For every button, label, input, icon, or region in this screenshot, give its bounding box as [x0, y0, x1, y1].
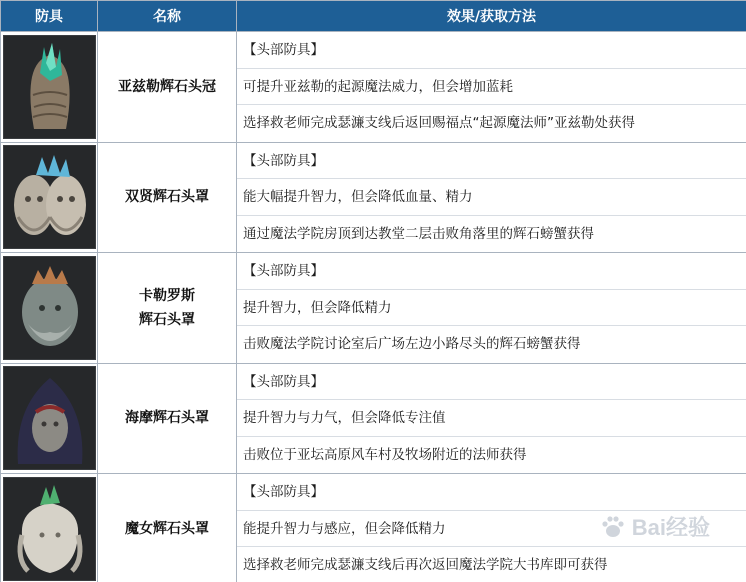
armor-effect: 能提升智力与感应，但会降低精力: [237, 511, 746, 548]
armor-name: 亚兹勒辉石头冠: [118, 78, 216, 95]
table-row: [1, 142, 746, 253]
armor-category: 【头部防具】: [237, 364, 746, 401]
table-header-row: [1, 1, 746, 32]
effect-cell: [237, 142, 746, 253]
effect-cell: [237, 32, 746, 143]
crystal-crown-helm-icon: [3, 35, 96, 139]
armor-name-cell: [98, 253, 237, 364]
armor-name-line: 卡勒罗斯: [139, 287, 195, 304]
armor-acquisition: 击败魔法学院讨论室后广场左边小路尽头的辉石螃蟹获得: [243, 336, 581, 352]
watermark-text: Bai经验: [631, 515, 710, 540]
armor-acquisition: 选择救老师完成瑟濂支线后返回赐福点“起源魔法师”亚兹勒处获得: [243, 115, 635, 131]
armor-effect: 可提升亚兹勒的起源魔法威力，但会增加蓝耗: [237, 69, 746, 106]
armor-name-cell: [98, 474, 237, 582]
header-name: 名称: [98, 1, 237, 32]
armor-category: 【头部防具】: [237, 253, 746, 290]
effect-cell: [237, 474, 746, 582]
armor-effect: 提升智力，但会降低精力: [237, 290, 746, 327]
effect-cell: [237, 363, 746, 474]
armor-image-cell: [1, 363, 98, 474]
armor-name-line: 辉石头罩: [139, 311, 195, 328]
armor-acquisition: 击败位于亚坛高原风车村及牧场附近的法师获得: [243, 446, 527, 463]
armor-category: 【头部防具】: [237, 32, 746, 69]
armor-category: 【头部防具】: [237, 143, 746, 180]
armor-image-cell: [1, 253, 98, 364]
header-effect: 效果/获取方法: [237, 1, 746, 32]
armor-name-cell: [98, 32, 237, 143]
armor-name: 海摩辉石头罩: [125, 410, 209, 427]
twin-sage-mask-icon: [3, 145, 96, 249]
armor-effect: 能大幅提升智力，但会降低血量、精力: [237, 179, 746, 216]
armor-effect: 提升智力与力气，但会降低专注值: [237, 400, 746, 437]
armor-name-cell: [98, 363, 237, 474]
armor-name-cell: [98, 142, 237, 253]
table-row: [1, 363, 746, 474]
hooded-stone-mask-icon: [3, 366, 96, 470]
table-row: [1, 253, 746, 364]
armor-image-cell: [1, 32, 98, 143]
armor-name: 双贤辉石头罩: [125, 189, 209, 206]
effect-cell: [237, 253, 746, 364]
witch-stone-mask-icon: [3, 477, 96, 581]
bearded-sage-mask-icon: [3, 256, 96, 360]
armor-category: 【头部防具】: [237, 474, 746, 511]
armor-name: 魔女辉石头罩: [125, 521, 209, 537]
table-row: [1, 32, 746, 143]
armor-acquisition: 通过魔法学院房顶到达教堂二层击败角落里的辉石螃蟹获得: [243, 225, 594, 242]
armor-image-cell: [1, 142, 98, 253]
table-row: [1, 474, 746, 582]
header-armor: 防具: [1, 1, 98, 32]
armor-acquisition: 选择救老师完成瑟濂支线后再次返回魔法学院大书库即可获得: [243, 557, 608, 573]
armor-image-cell: [1, 474, 98, 582]
